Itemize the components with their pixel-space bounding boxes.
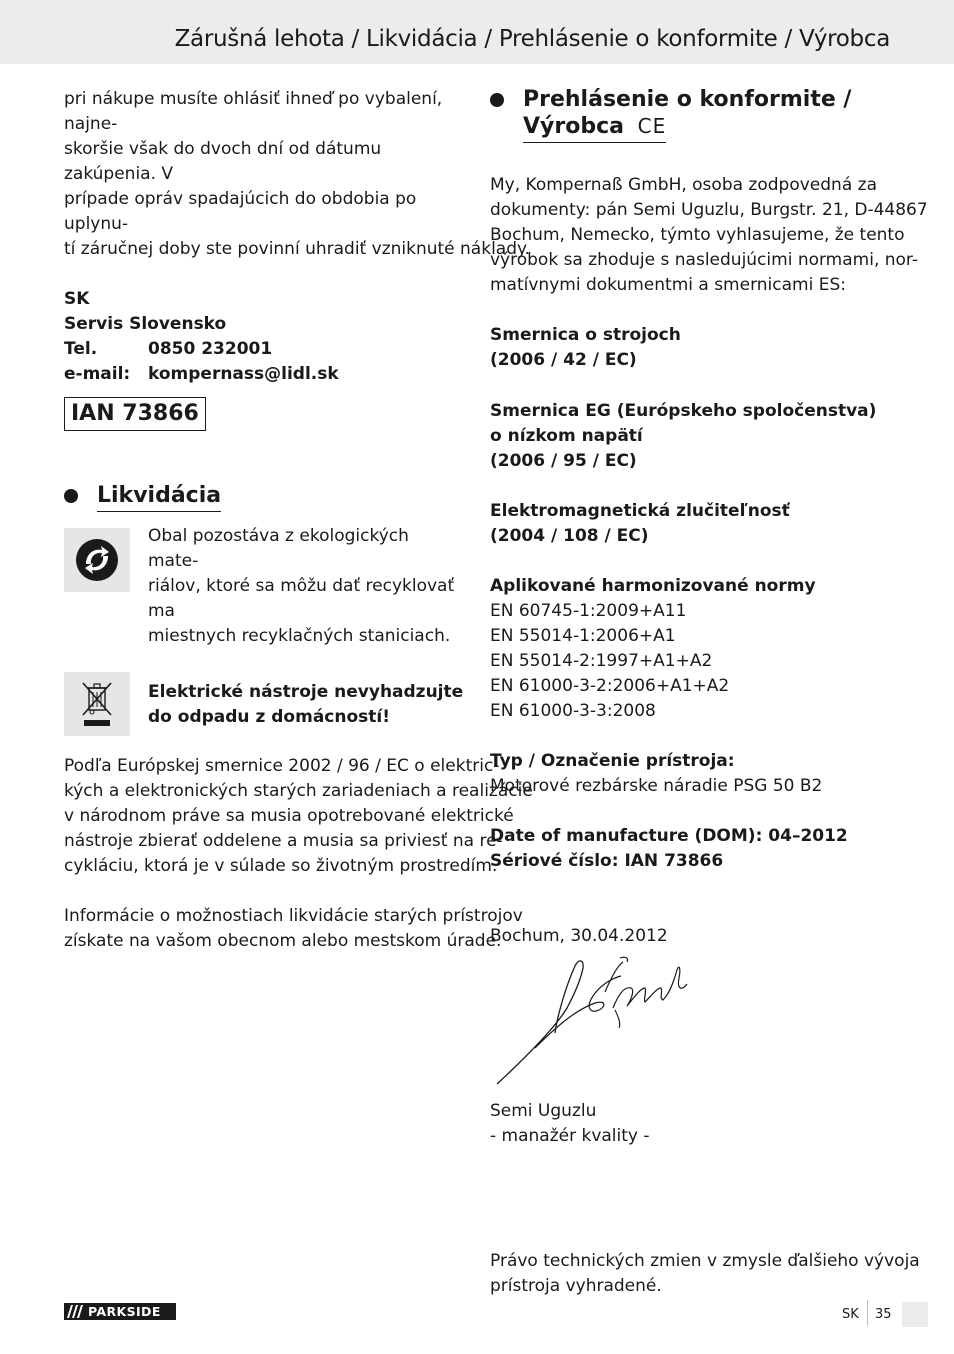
- signer-block: [490, 1099, 890, 1149]
- serial-line: Sériové číslo: IAN 73866: [490, 851, 724, 871]
- text-line: dokumenty: pán Semi Uguzlu, Burgstr. 21, D-44867: [490, 200, 928, 220]
- reservation-paragraph: [490, 1249, 920, 1299]
- place-date: Bochum, 30.04.2012: [490, 926, 668, 946]
- right-column: [490, 87, 928, 1299]
- text-line: cykláciu, ktorá je v súlade so životným prostredím.: [64, 856, 498, 876]
- text-line: získate na vašom obecnom alebo mestskom úrade.: [64, 931, 502, 951]
- service-phone-row: [64, 337, 464, 362]
- recycle-text: [148, 524, 464, 649]
- text-line: výrobok sa zhoduje s nasledujúcimi normami, nor-: [490, 250, 918, 270]
- service-country: SK: [64, 289, 90, 309]
- text-line: v národnom práve sa musia opotrebované elektrické: [64, 806, 514, 826]
- ce-mark: CE: [637, 114, 667, 138]
- footer-divider: [867, 1300, 868, 1326]
- service-contact: [64, 287, 464, 387]
- text-line: prípade opráv spadajúcich do obdobia po uplynu-: [64, 189, 417, 234]
- page-title: Zárušná lehota / Likvidácia / Prehlásenie o konformite / Výrobca: [174, 26, 890, 52]
- type-value: Motorové rezbárske náradie PSG 50 B2: [490, 776, 823, 796]
- text-line: My, Kompernaß GmbH, osoba zodpovedná za: [490, 175, 877, 195]
- page-header: [0, 0, 954, 64]
- email-value: kompernass@lidl.sk: [148, 364, 339, 384]
- warranty-paragraph: [64, 87, 531, 262]
- text-line: Podľa Európskej smernice 2002 / 96 / EC o elektric-: [64, 756, 500, 776]
- disposal-heading-text: Likvidácia: [97, 483, 221, 512]
- text-line: Elektrické nástroje nevyhadzujte: [148, 682, 464, 702]
- directive-paragraph: [64, 754, 533, 879]
- text-line: pri nákupe musíte ohlásiť ihneď po vybalení, najne-: [64, 89, 443, 134]
- type-label: Typ / Označenie prístroja:: [490, 751, 735, 771]
- text-line: Právo technických zmien v zmysle ďalšieho vývoja: [490, 1251, 920, 1271]
- text-line: prístroja vyhradené.: [490, 1276, 662, 1296]
- info-paragraph: [64, 904, 523, 954]
- text-line: Bochum, Nemecko, týmto vyhlasujeme, že tento: [490, 225, 905, 245]
- text-line: Obal pozostáva z ekologických mate-: [148, 526, 409, 571]
- text-line: Smernica o strojoch: [490, 325, 681, 345]
- service-email-row: [64, 362, 464, 387]
- brand-logo: [64, 1303, 176, 1320]
- signer-role: - manažér kvality -: [490, 1126, 650, 1146]
- text-line: nástroje zbierať oddelene a musia sa priviesť na re-: [64, 831, 503, 851]
- norms-heading: Aplikované harmonizované normy: [490, 576, 816, 596]
- email-label: e-mail:: [64, 364, 131, 384]
- directive-machines: [490, 323, 890, 373]
- directive-lowvoltage: [490, 399, 890, 474]
- text-line: tí záručnej doby ste povinní uhradiť vzniknuté náklady.: [64, 239, 531, 259]
- footer-tab: [902, 1302, 928, 1327]
- text-line: (2004 / 108 / EC): [490, 526, 649, 546]
- weee-warning: [148, 680, 463, 736]
- signer-name: Semi Uguzlu: [490, 1101, 597, 1121]
- text-line: (2006 / 95 / EC): [490, 451, 637, 471]
- norm-item: EN 61000-3-2:2006+A1+A2: [490, 676, 730, 696]
- heading-line-2: [523, 113, 666, 143]
- signature-image: [495, 948, 695, 1088]
- device-type-block: [490, 749, 890, 799]
- heading-line: Výrobca: [523, 114, 624, 139]
- text-line: kých a elektronických starých zariadeniach a realizácie: [64, 781, 533, 801]
- service-name: Servis Slovensko: [64, 314, 227, 334]
- text-line: o nízkom napätí: [490, 426, 643, 446]
- text-line: Informácie o možnostiach likvidácie starých prístrojov: [64, 906, 523, 926]
- norm-item: EN 61000-3-3:2008: [490, 701, 656, 721]
- directive-emc: [490, 499, 890, 549]
- recycle-icon: [64, 528, 130, 592]
- crossed-bin-icon: [64, 672, 130, 736]
- text-line: skoršie však do dvoch dní od dátumu zakúpenia. V: [64, 139, 382, 184]
- norm-item: EN 60745-1:2009+A11: [490, 601, 687, 621]
- left-column: [64, 87, 533, 954]
- page-number: 35: [875, 1307, 892, 1322]
- heading-line: Prehlásenie o konformite /: [523, 87, 852, 112]
- conformity-heading-text: [523, 87, 851, 143]
- footer-language: SK: [842, 1307, 859, 1322]
- dom-line: Date of manufacture (DOM): 04–2012: [490, 826, 848, 846]
- bullet-icon: [64, 489, 78, 503]
- text-line: riálov, ktoré sa môžu dať recyklovať ma: [148, 576, 455, 621]
- disposal-heading: [64, 483, 464, 512]
- text-line: (2006 / 42 / EC): [490, 350, 637, 370]
- conformity-heading: [490, 87, 890, 143]
- recycle-row: [64, 528, 464, 649]
- phone-value: 0850 232001: [148, 339, 273, 359]
- logo-stripes-icon: [64, 1303, 86, 1320]
- text-line: Elektromagnetická zlučiteľnosť: [490, 501, 790, 521]
- bullet-icon: [490, 93, 504, 107]
- text-line: miestnych recyklačných staniciach.: [148, 626, 451, 646]
- norm-item: EN 55014-2:1997+A1+A2: [490, 651, 713, 671]
- norm-item: EN 55014-1:2006+A1: [490, 626, 676, 646]
- text-line: Smernica EG (Európskeho spoločenstva): [490, 401, 877, 421]
- brand-name: PARKSIDE: [88, 1304, 161, 1319]
- manufacture-block: [490, 824, 890, 874]
- weee-row: [64, 672, 464, 736]
- norms-block: [490, 574, 890, 724]
- declaration-paragraph: [490, 173, 928, 298]
- text-line: matívnymi dokumentmi a smernicami ES:: [490, 275, 846, 295]
- ian-box: IAN 73866: [64, 397, 206, 431]
- phone-label: Tel.: [64, 339, 98, 359]
- place-date-block: [490, 924, 890, 949]
- text-line: do odpadu z domácností!: [148, 707, 390, 727]
